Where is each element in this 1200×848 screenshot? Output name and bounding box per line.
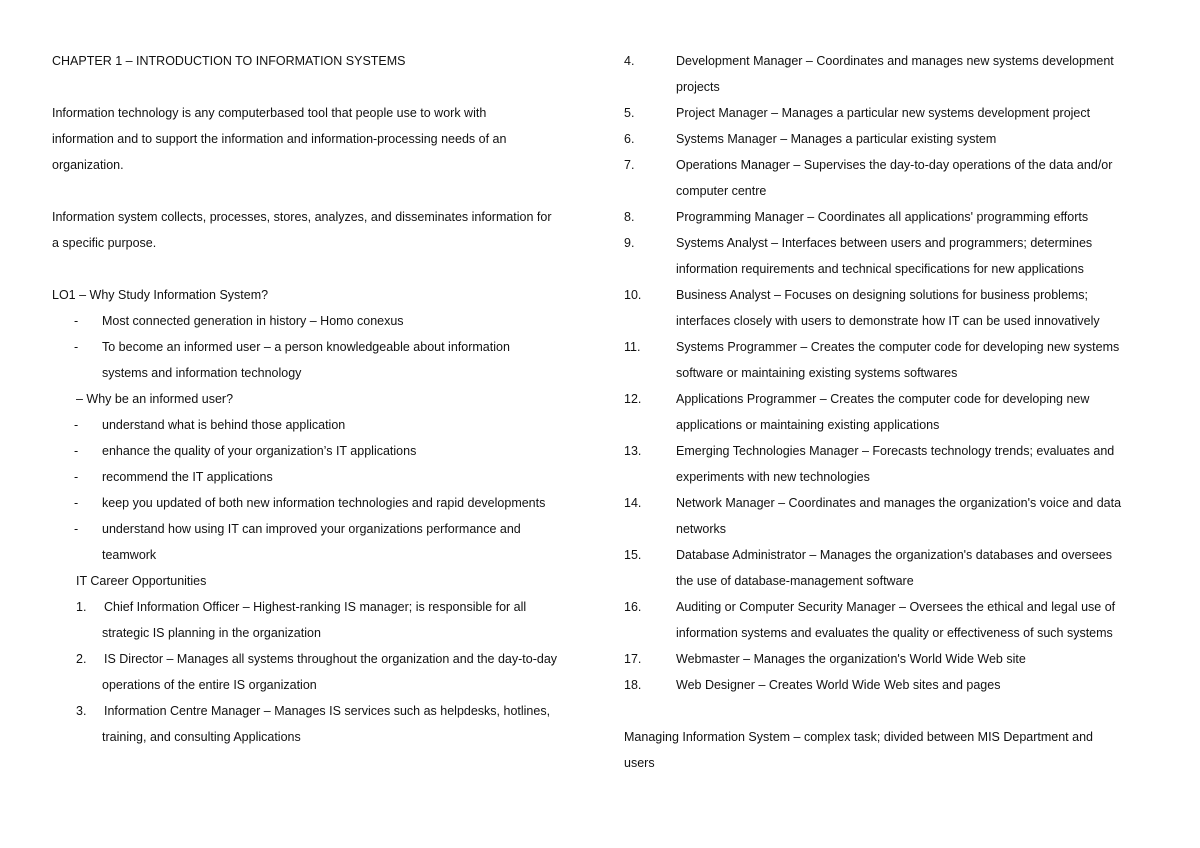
career-item xyxy=(624,152,1154,204)
career-item xyxy=(624,490,1154,542)
list-number: 13. xyxy=(624,444,642,458)
career-item xyxy=(624,230,1154,282)
list-item-text: IS Director – Manages all systems throughout the organization and the day-to-day xyxy=(104,652,558,666)
bullet-dash: - xyxy=(74,522,79,536)
career-item xyxy=(624,334,1154,386)
career-item xyxy=(624,48,1154,100)
list-item xyxy=(52,490,582,516)
list-item-text: teamwork xyxy=(102,548,157,562)
list-item-text: projects xyxy=(676,80,720,94)
career-list xyxy=(624,48,1154,698)
list-item-text: information requirements and technical specifications for new applications xyxy=(676,262,1084,276)
paragraph-line: users xyxy=(624,756,655,770)
bullet-dash: - xyxy=(74,444,79,458)
list-item-text: Programming Manager – Coordinates all applications' programming efforts xyxy=(676,210,1089,224)
list-number: 5. xyxy=(624,106,635,120)
paragraph-line: organization. xyxy=(52,158,124,172)
list-number: 14. xyxy=(624,496,642,510)
career-item xyxy=(624,594,1154,646)
closing-paragraph xyxy=(624,724,1154,776)
list-item-text: keep you updated of both new information technologies and rapid developments xyxy=(102,496,546,510)
list-item-text: Web Designer – Creates World Wide Web sites and pages xyxy=(676,678,1001,692)
list-item-text: Operations Manager – Supervises the day-to-day operations of the data and/or xyxy=(676,158,1113,172)
list-item-text: training, and consulting Applications xyxy=(102,730,301,744)
list-number: 15. xyxy=(624,548,642,562)
list-item xyxy=(52,308,582,334)
career-item xyxy=(624,438,1154,490)
list-item xyxy=(52,516,582,568)
list-item xyxy=(52,464,582,490)
why-heading: – Why be an informed user? xyxy=(76,392,234,406)
list-number: 6. xyxy=(624,132,635,146)
list-number: 12. xyxy=(624,392,642,406)
career-item xyxy=(624,646,1154,672)
bullet-dash: - xyxy=(74,470,79,484)
paragraph-line: Information system collects, processes, stores, analyzes, and disseminates information for xyxy=(52,210,552,224)
list-item-text: networks xyxy=(676,522,727,536)
spacer xyxy=(624,698,1154,724)
list-item-text: experiments with new technologies xyxy=(676,470,870,484)
list-item-text: Systems Programmer – Creates the computer code for developing new systems xyxy=(676,340,1120,354)
list-item-text: Systems Analyst – Interfaces between users and programmers; determines xyxy=(676,236,1093,250)
list-item-text: Auditing or Computer Security Manager – Oversees the ethical and legal use of xyxy=(676,600,1116,614)
list-number: 18. xyxy=(624,678,642,692)
list-item-text: Most connected generation in history – Homo conexus xyxy=(102,314,404,328)
career-item xyxy=(52,698,582,750)
list-number: 7. xyxy=(624,158,635,172)
career-item xyxy=(624,542,1154,594)
list-number: 11. xyxy=(624,340,641,354)
list-number: 17. xyxy=(624,652,642,666)
career-item xyxy=(624,672,1154,698)
list-item-text: operations of the entire IS organization xyxy=(102,678,317,692)
list-item-text: information systems and evaluates the quality or effectiveness of such systems xyxy=(676,626,1113,640)
list-item-text: interfaces closely with users to demonstrate how IT can be used innovatively xyxy=(676,314,1100,328)
bullet-dash: - xyxy=(74,496,79,510)
list-item xyxy=(52,334,582,386)
list-item-text: the use of database-management software xyxy=(676,574,914,588)
career-item xyxy=(624,282,1154,334)
list-number: 9. xyxy=(624,236,635,250)
paragraph-information-technology xyxy=(52,100,582,178)
bullet-dash: - xyxy=(74,314,79,328)
list-item-text: understand how using IT can improved your organizations performance and xyxy=(102,522,521,536)
paragraph-line: Managing Information System – complex task; divided between MIS Department and xyxy=(624,730,1093,744)
list-item-text: software or maintaining existing systems softwares xyxy=(676,366,958,380)
list-item-text: Network Manager – Coordinates and manages the organization's voice and data xyxy=(676,496,1122,510)
right-column xyxy=(624,48,1154,776)
chapter-title: CHAPTER 1 – INTRODUCTION TO INFORMATION SYSTEMS xyxy=(52,54,406,68)
spacer xyxy=(52,74,582,100)
paragraph-line: a specific purpose. xyxy=(52,236,157,250)
list-item-text: Emerging Technologies Manager – Forecasts technology trends; evaluates and xyxy=(676,444,1115,458)
lo1-heading: LO1 – Why Study Information System? xyxy=(52,288,269,302)
list-item-text: Systems Manager – Manages a particular existing system xyxy=(676,132,997,146)
list-item-text: systems and information technology xyxy=(102,366,302,380)
list-number: 16. xyxy=(624,600,642,614)
career-item xyxy=(624,126,1154,152)
list-number: 1. xyxy=(76,600,87,614)
list-item-text: computer centre xyxy=(676,184,767,198)
list-item-text: recommend the IT applications xyxy=(102,470,273,484)
list-item-text: strategic IS planning in the organization xyxy=(102,626,321,640)
list-item-text: Database Administrator – Manages the organization's databases and oversees xyxy=(676,548,1112,562)
paragraph-information-system xyxy=(52,204,582,256)
list-item-text: Webmaster – Manages the organization's World Wide Web site xyxy=(676,652,1026,666)
career-item xyxy=(624,100,1154,126)
bullet-dash: - xyxy=(74,340,79,354)
list-item xyxy=(52,412,582,438)
list-item-text: Information Centre Manager – Manages IS services such as helpdesks, hotlines, xyxy=(104,704,551,718)
spacer xyxy=(52,256,582,282)
list-item-text: applications or maintaining existing applications xyxy=(676,418,940,432)
list-number: 3. xyxy=(76,704,87,718)
list-number: 8. xyxy=(624,210,635,224)
list-item-text: Applications Programmer – Creates the computer code for developing new xyxy=(676,392,1090,406)
list-item-text: enhance the quality of your organization’s IT applications xyxy=(102,444,417,458)
list-item-text: Development Manager – Coordinates and manages new systems development xyxy=(676,54,1114,68)
bullet-dash: - xyxy=(74,418,79,432)
list-item-text: Chief Information Officer – Highest-ranking IS manager; is responsible for all xyxy=(104,600,527,614)
list-number: 10. xyxy=(624,288,642,302)
list-item-text: To become an informed user – a person knowledgeable about information xyxy=(102,340,510,354)
career-heading: IT Career Opportunities xyxy=(76,574,207,588)
left-column xyxy=(52,48,582,750)
paragraph-line: Information technology is any computerbased tool that people use to work with xyxy=(52,106,487,120)
career-item xyxy=(52,646,582,698)
spacer xyxy=(52,178,582,204)
career-item xyxy=(624,386,1154,438)
career-item xyxy=(624,204,1154,230)
list-item-text: Business Analyst – Focuses on designing solutions for business problems; xyxy=(676,288,1089,302)
paragraph-line: information and to support the information and information-processing needs of an xyxy=(52,132,507,146)
list-number: 4. xyxy=(624,54,635,68)
list-item-text: understand what is behind those application xyxy=(102,418,346,432)
list-item-text: Project Manager – Manages a particular new systems development project xyxy=(676,106,1091,120)
career-item xyxy=(52,594,582,646)
list-item xyxy=(52,438,582,464)
list-number: 2. xyxy=(76,652,87,666)
